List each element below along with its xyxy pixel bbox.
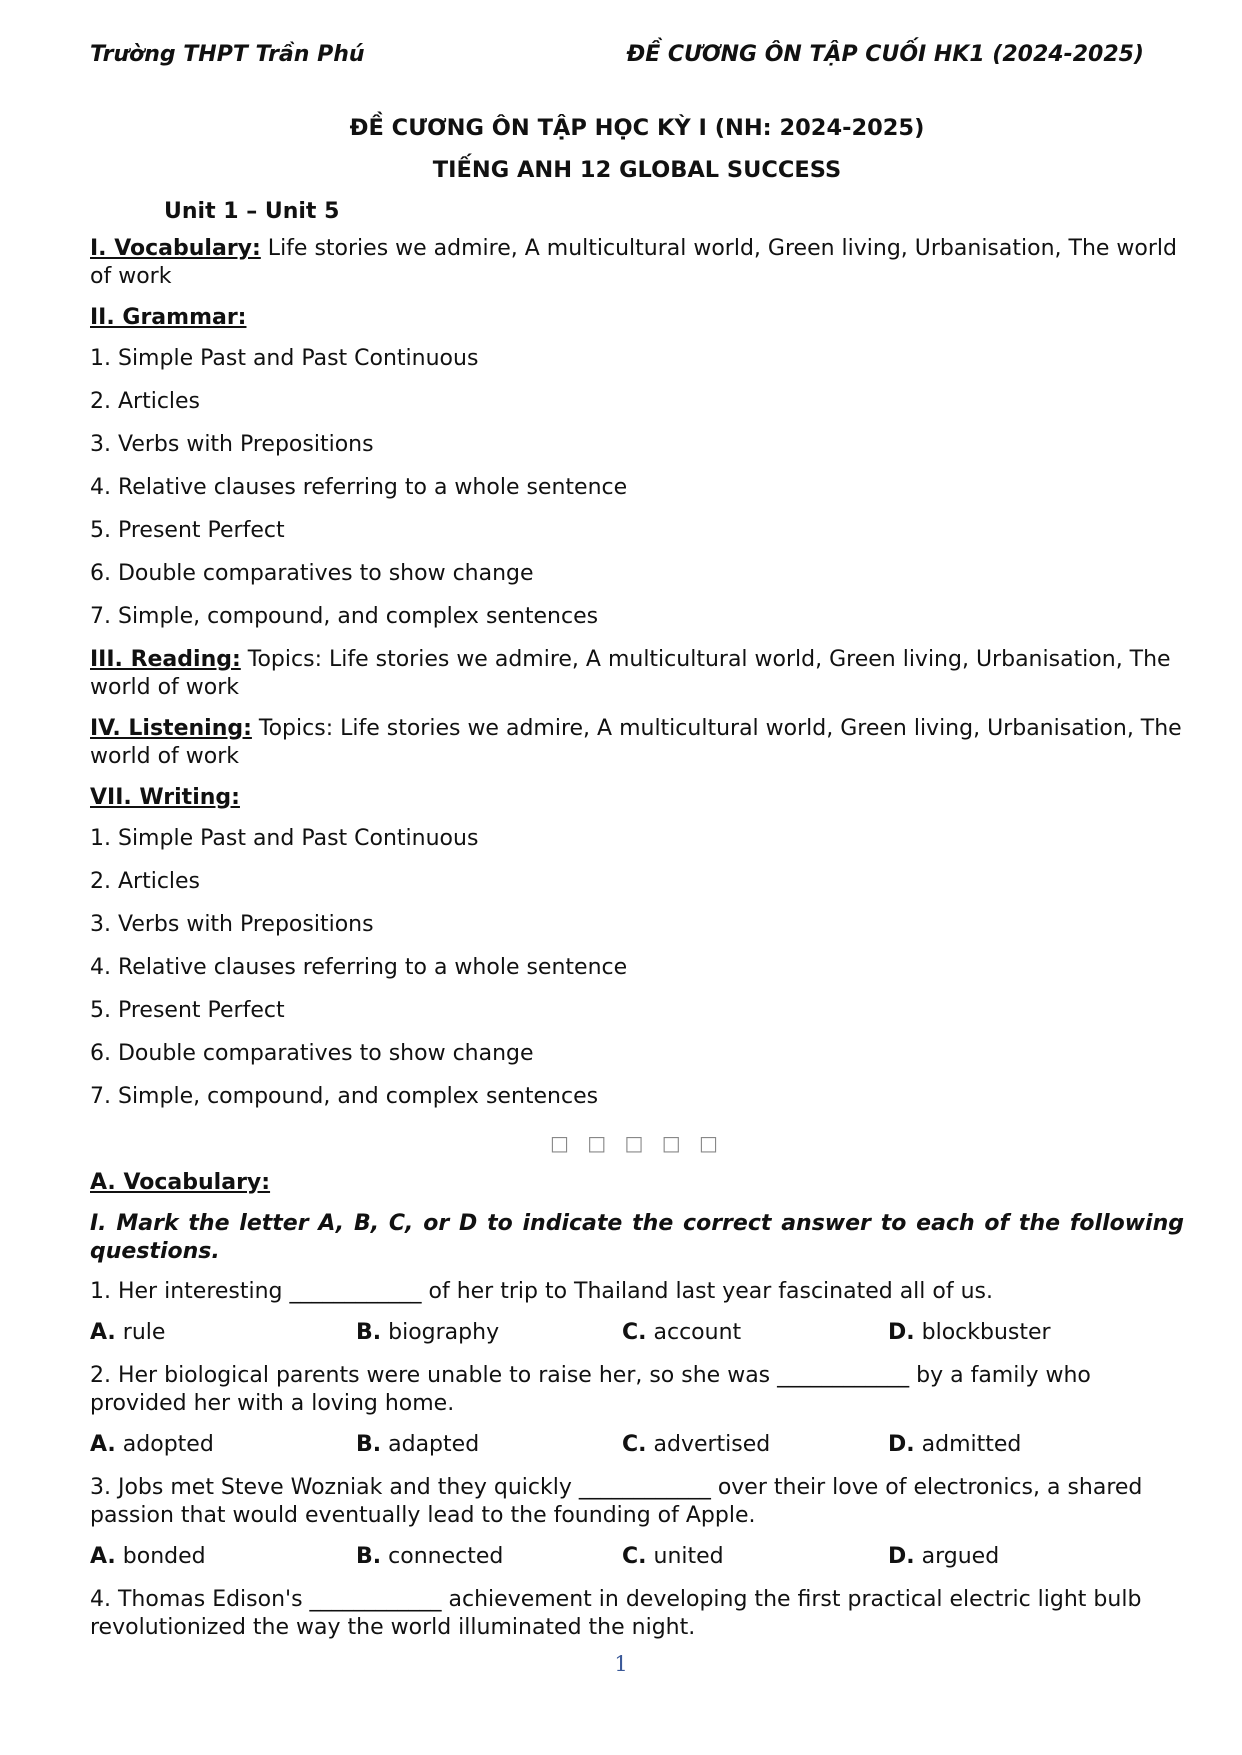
list-item: 5. Present Perfect: [90, 518, 285, 543]
list-item: 4. Relative clauses referring to a whole sentence: [90, 475, 628, 500]
option-a: A. adopted: [90, 1432, 214, 1457]
question-1: 1. Her interesting ____________ of her trip to Thailand last year fascinated all of us.: [90, 1279, 993, 1304]
list-item: 3. Verbs with Prepositions: [90, 912, 374, 937]
section-a-heading-line: [90, 1169, 1184, 1197]
reading-heading: III. Reading:: [90, 647, 241, 672]
writing-list: [90, 825, 1184, 1126]
list-item: 6. Double comparatives to show change: [90, 561, 534, 586]
subject-title: TIẾNG ANH 12 GLOBAL SUCCESS: [432, 157, 842, 183]
exercise-instruction: I. Mark the letter A, B, C, or D to indicate the correct answer to each of the following questions.: [90, 1211, 1184, 1264]
option-b: B. adapted: [356, 1432, 480, 1457]
option-c: C. united: [622, 1544, 724, 1569]
question-2: 2. Her biological parents were unable to raise her, so she was ____________ by a family who provided her with a loving home.: [90, 1363, 1091, 1416]
section-a-heading: A. Vocabulary:: [90, 1170, 271, 1195]
unit-range: Unit 1 – Unit 5: [164, 199, 340, 224]
question-1-options: [90, 1319, 1184, 1362]
list-item: 6. Double comparatives to show change: [90, 1041, 534, 1066]
section-separator: □ □ □ □ □: [550, 1131, 724, 1155]
option-b: B. connected: [356, 1544, 504, 1569]
option-c: C. account: [622, 1320, 742, 1345]
grammar-heading-line: [90, 304, 1184, 332]
question-3: 3. Jobs met Steve Wozniak and they quickly ____________ over their love of electronics, a shared passion that would eventually lead to the founding of Apple.: [90, 1475, 1143, 1528]
page-number: 1: [614, 1652, 628, 1676]
grammar-list: [90, 345, 1184, 646]
document-title-header: ĐỀ CƯƠNG ÔN TẬP CUỐI HK1 (2024-2025): [626, 42, 1144, 67]
vocabulary-outline: [90, 235, 1184, 291]
option-a: A. rule: [90, 1320, 166, 1345]
listening-heading: IV. Listening:: [90, 716, 252, 741]
writing-heading-line: [90, 784, 1184, 812]
school-name: Trường THPT Trần Phú: [90, 42, 365, 67]
reading-topics: Topics: Life stories we admire, A multicultural world, Green living, Urbanisation, The world of work: [90, 647, 1171, 700]
list-item: 5. Present Perfect: [90, 998, 285, 1023]
list-item: 2. Articles: [90, 389, 201, 414]
question-3-options: [90, 1543, 1184, 1586]
main-title: ĐỀ CƯƠNG ÔN TẬP HỌC KỲ I (NH: 2024-2025): [349, 115, 925, 141]
list-item: 1. Simple Past and Past Continuous: [90, 826, 479, 851]
vocabulary-heading: I. Vocabulary:: [90, 236, 261, 261]
option-b: B. biography: [356, 1320, 500, 1345]
list-item: 7. Simple, compound, and complex sentences: [90, 604, 599, 629]
listening-topics: Topics: Life stories we admire, A multicultural world, Green living, Urbanisation, The world of work: [90, 716, 1182, 769]
option-c: C. advertised: [622, 1432, 771, 1457]
vocabulary-topics: Life stories we admire, A multicultural world, Green living, Urbanisation, The world of work: [90, 236, 1177, 289]
option-d: D. argued: [888, 1544, 1000, 1569]
document-body: [90, 108, 1184, 1655]
writing-heading: VII. Writing:: [90, 785, 240, 810]
list-item: 3. Verbs with Prepositions: [90, 432, 374, 457]
question-4: 4. Thomas Edison's ____________ achievement in developing the first practical electric light bulb revolutionized the way the world illuminated the night.: [90, 1587, 1142, 1640]
option-d: D. blockbuster: [888, 1320, 1051, 1345]
list-item: 4. Relative clauses referring to a whole sentence: [90, 955, 628, 980]
option-a: A. bonded: [90, 1544, 206, 1569]
list-item: 7. Simple, compound, and complex sentences: [90, 1084, 599, 1109]
list-item: 2. Articles: [90, 869, 201, 894]
list-item: 1. Simple Past and Past Continuous: [90, 346, 479, 371]
listening-outline: [90, 715, 1184, 771]
option-d: D. admitted: [888, 1432, 1022, 1457]
reading-outline: [90, 646, 1184, 702]
grammar-heading: II. Grammar:: [90, 305, 247, 330]
question-2-options: [90, 1431, 1184, 1474]
page-header: [90, 42, 1152, 76]
